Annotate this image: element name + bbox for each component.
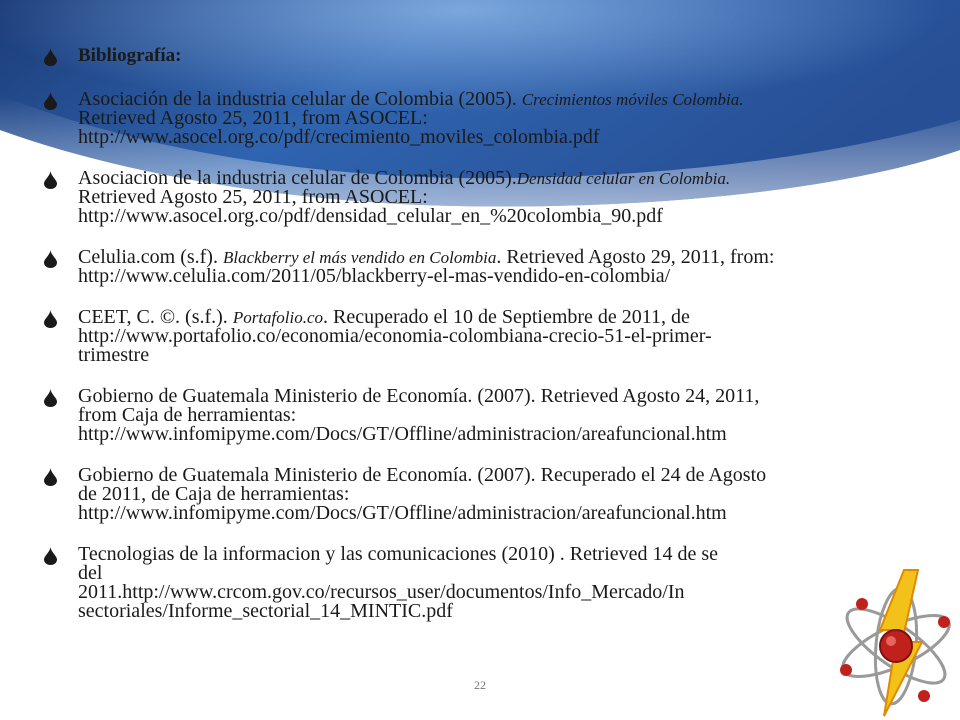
drop-bullet-icon	[44, 387, 78, 407]
entry-text: Gobierno de Guatemala Ministerio de Economía. (2007). Recuperado el 24 de Agosto de 2011, de Caja de herramientas: http://www.infomipyme.com/Docs/GT/Offline/administracion/areafuncional.htm	[78, 464, 767, 524]
bibliography-entry	[44, 466, 914, 523]
bibliography-list	[44, 46, 914, 643]
bibliography-entry	[44, 387, 914, 444]
entry-title: Portafolio.co	[232, 308, 324, 327]
bibliography-entry	[44, 169, 914, 226]
bibliography-entry	[44, 308, 914, 365]
page-number: 22	[474, 678, 486, 692]
entry-title: Blackberry el más vendido en Colombia	[222, 248, 497, 267]
entry-text: CEET, C. ©. (s.f.). Portafolio.co. Recuperado el 10 de Septiembre de 2011, de http://www.portafolio.co/economia/economia-colombiana-crecio-51-el-primer- trimestre	[78, 306, 712, 366]
bibliography-heading-row	[44, 46, 914, 66]
bibliography-heading: Bibliografía:	[78, 45, 182, 66]
entry-text: Gobierno de Guatemala Ministerio de Economía. (2007). Retrieved Agosto 24, 2011, from Caja de herramientas: http://www.infomipyme.com/Docs/GT/Offline/administracion/areafuncional.htm	[78, 385, 760, 445]
drop-bullet-icon	[44, 169, 78, 189]
drop-bullet-icon	[44, 90, 78, 110]
drop-bullet-icon	[44, 545, 78, 565]
drop-bullet-icon	[44, 46, 78, 66]
entry-title: Densidad celular en Colombia.	[516, 169, 731, 188]
entry-title: Crecimientos móviles Colombia.	[521, 90, 744, 109]
drop-bullet-icon	[44, 248, 78, 268]
bibliography-entry	[44, 248, 914, 286]
entry-text: Celulia.com (s.f). Blackberry el más vendido en Colombia. Retrieved Agosto 29, 2011, from: http://www.celulia.com/2011/05/blackberry-el-mas-vendido-en-colombia/	[78, 246, 775, 287]
entry-text: Asociación de la industria celular de Colombia (2005). Crecimientos móviles Colombia. Retrieved Agosto 25, 2011, from ASOCEL: http://www.asocel.org.co/pdf/crecimiento_moviles_colombia.pdf	[78, 88, 744, 148]
atom-icon	[832, 568, 960, 718]
bibliography-entry	[44, 545, 914, 621]
entry-text: Tecnologias de la informacion y las comunicaciones (2010) . Retrieved 14 de se del 2011.http://www.crcom.gov.co/recursos_user/documentos/Info_Mercado/In sectoriales/Informe_sectorial_14_MINTIC.pdf	[78, 543, 719, 622]
drop-bullet-icon	[44, 466, 78, 486]
drop-bullet-icon	[44, 308, 78, 328]
bibliography-entry	[44, 90, 914, 147]
entry-text: Asociacion de la industria celular de Colombia (2005).Densidad celular en Colombia. Retrieved Agosto 25, 2011, from ASOCEL: http://www.asocel.org.co/pdf/densidad_celular_en_%20colombia_90.pdf	[78, 167, 731, 227]
